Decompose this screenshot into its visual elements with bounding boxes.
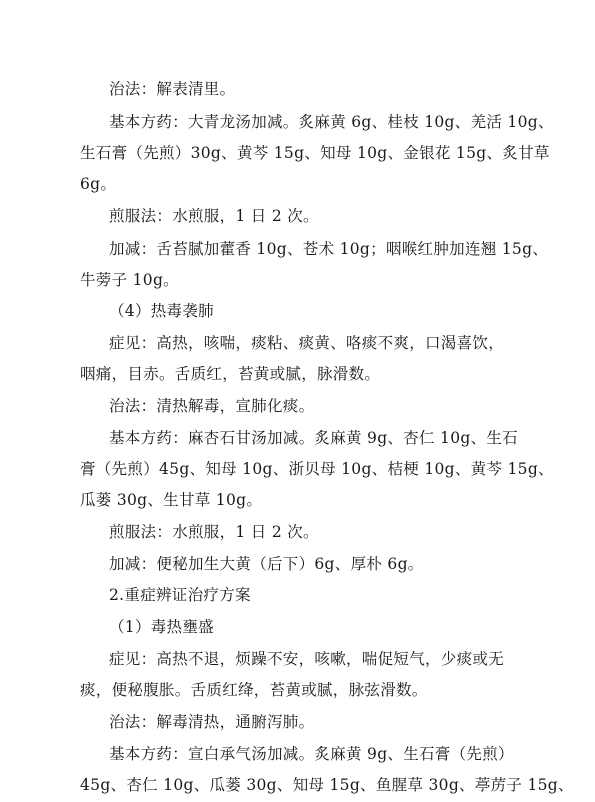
base-prescription-line: 基本方药：宣白承气汤加减。炙麻黄 9g、生石膏（先煎） [109, 745, 514, 763]
symptoms-line: 症见：高热不退，烦躁不安，咳嗽，喘促短气，少痰或无 [109, 650, 505, 668]
decoction-method-line: 煎服法：水煎服，1 日 2 次。 [109, 207, 319, 225]
treatment-method-line: 治法：解毒清热，通腑泻肺。 [109, 713, 315, 731]
treatment-method-line: 治法：清热解毒，宣肺化痰。 [109, 397, 315, 415]
prescription-continued-line: 瓜蒌 30g、生甘草 10g。 [80, 491, 263, 509]
prescription-continued-line: 膏（先煎）45g、知母 10g、浙贝母 10g、桔梗 10g、黄芩 15g、 [80, 460, 554, 478]
symptoms-line: 症见：高热，咳喘，痰粘、痰黄、咯痰不爽，口渴喜饮， [109, 334, 505, 352]
decoction-method-line: 煎服法：水煎服，1 日 2 次。 [109, 523, 319, 541]
base-prescription-line: 基本方药：大青龙汤加减。炙麻黄 6g、桂枝 10g、羌活 10g、 [109, 113, 554, 131]
section-heading: （4）热毒袭肺 [109, 302, 214, 320]
modification-line: 加减：便秘加生大黄（后下）6g、厚朴 6g。 [109, 555, 424, 573]
section-heading: 2.重症辨证治疗方案 [109, 586, 251, 604]
prescription-continued-line: 6g。 [80, 175, 117, 193]
modification-line: 加减：舌苔腻加藿香 10g、苍术 10g；咽喉红肿加连翘 15g、 [109, 240, 549, 258]
treatment-method-line: 治法：解表清里。 [109, 80, 236, 98]
prescription-continued-line: 45g、杏仁 10g、瓜蒌 30g、知母 15g、鱼腥草 30g、葶苈子 15g、 [80, 776, 574, 794]
prescription-continued-line: 生石膏（先煎）30g、黄芩 15g、知母 10g、金银花 15g、炙甘草 [80, 144, 550, 162]
subsection-heading: （1）毒热壅盛 [109, 618, 214, 636]
base-prescription-line: 基本方药：麻杏石甘汤加减。炙麻黄 9g、杏仁 10g、生石 [109, 429, 518, 447]
symptoms-continued-line: 痰，便秘腹胀。舌质红绛，苔黄或腻，脉弦滑数。 [80, 681, 428, 699]
modification-continued-line: 牛蒡子 10g。 [80, 271, 179, 289]
symptoms-continued-line: 咽痛，目赤。舌质红，苔黄或腻，脉滑数。 [80, 365, 381, 383]
